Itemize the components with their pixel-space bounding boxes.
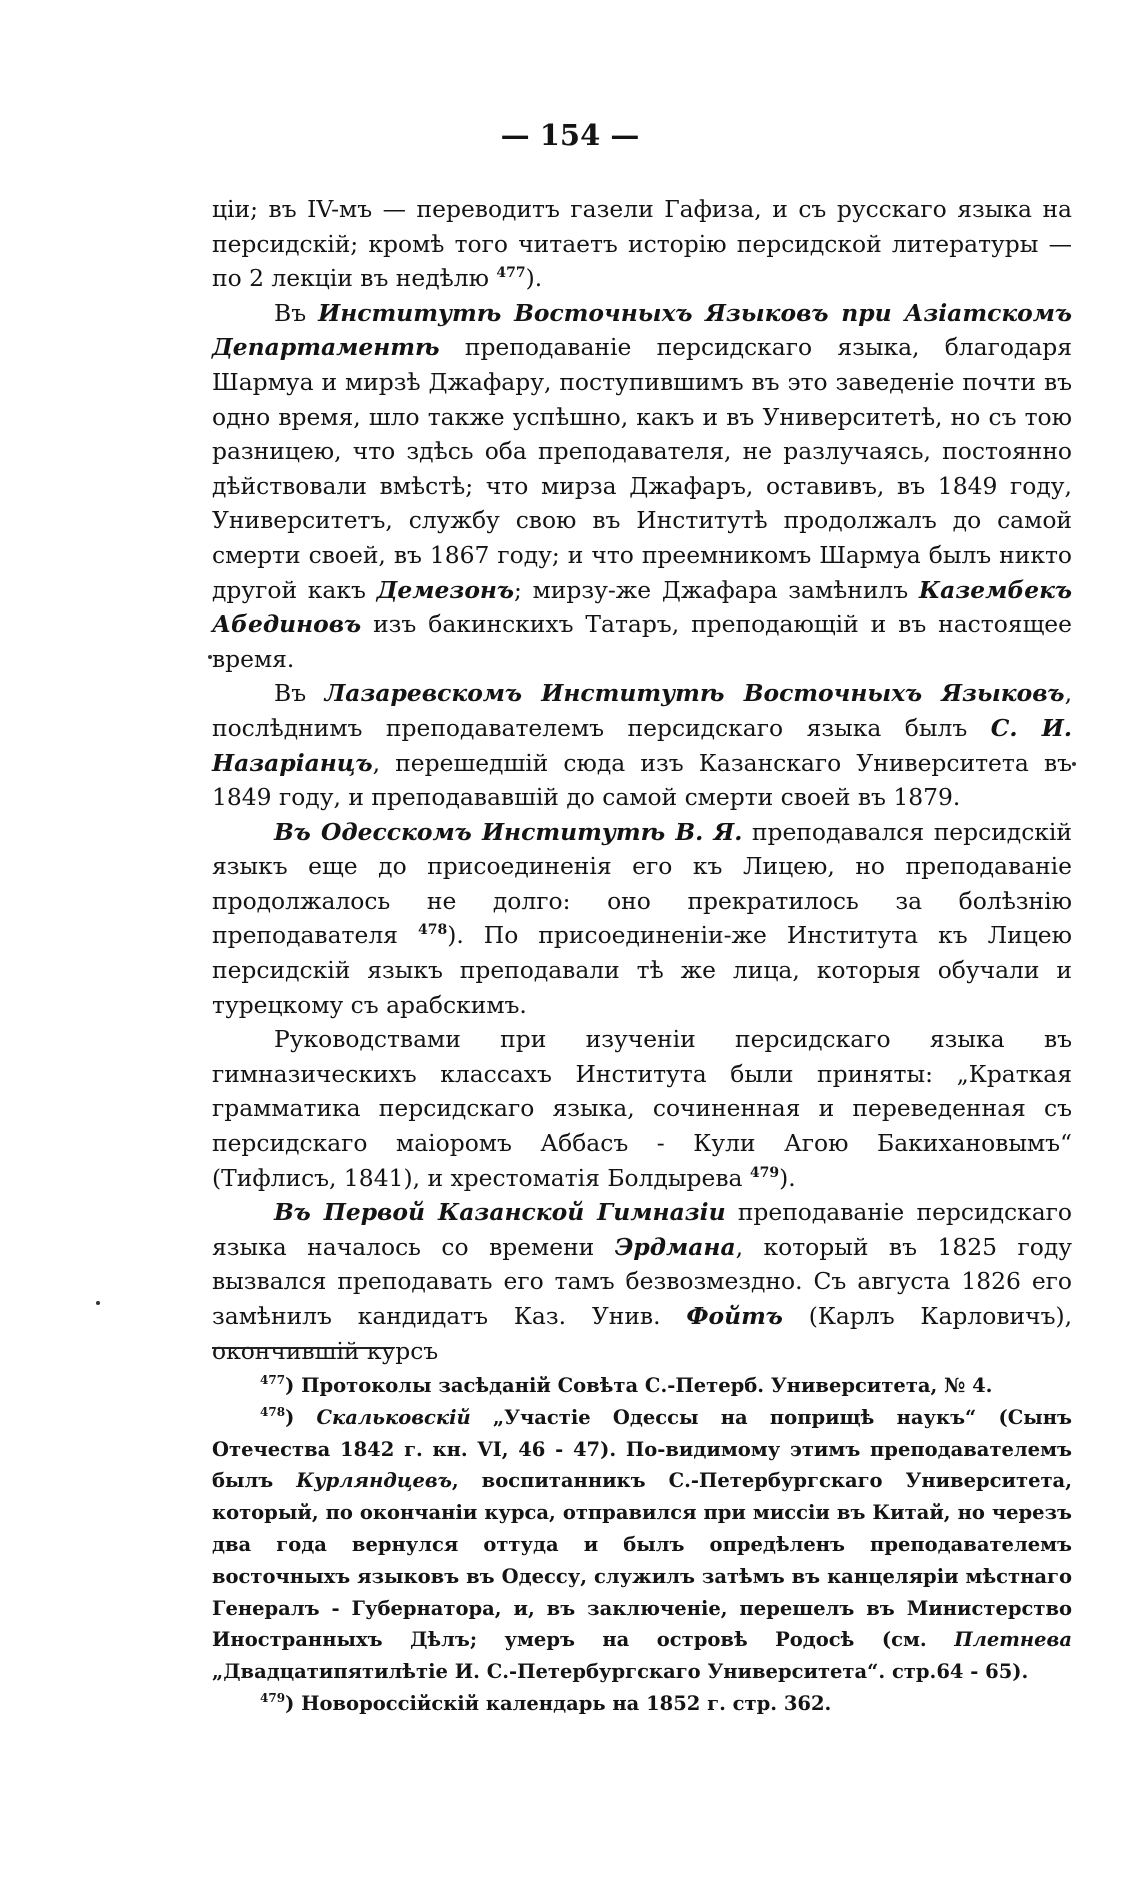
- footnote-divider: [212, 1347, 394, 1349]
- footnote-mark: 478: [260, 1404, 286, 1419]
- person-name: Фойтъ: [686, 1302, 783, 1330]
- footnote-478: [212, 1402, 1072, 1688]
- paragraph-text: (Карлъ Карловичъ), окончившій курсъ: [212, 1302, 1073, 1365]
- paragraph-4: [212, 815, 1072, 1023]
- footnotes: [212, 1370, 1072, 1720]
- paragraph-text: ).: [525, 264, 543, 293]
- person-name: Курляндцевъ: [296, 1469, 452, 1493]
- footnote-ref-479[interactable]: 479: [749, 1164, 780, 1181]
- paragraph-text: ; мирзу-же Джафара замѣнилъ: [513, 575, 909, 604]
- institution-name: Въ Первой Казанской Гимназіи: [274, 1198, 726, 1227]
- main-text: [212, 192, 1072, 1368]
- institution-name: Лазаревскомъ Институтѣ Восточныхъ Языковъ: [324, 679, 1065, 708]
- footnote-text: „Двадцатипятилѣтіе И. С.-Петербургскаго Университета“. стр.64 - 65).: [212, 1660, 1029, 1684]
- person-name: С. И. Назаріанцъ: [212, 713, 1073, 777]
- paragraph-text: , который въ 1825 году вызвался преподавать его тамъ безвозмездно. Съ августа 1826 его замѣнилъ кандидатъ Каз. Унив.: [212, 1232, 1072, 1330]
- author-name: Скальковскій: [316, 1405, 471, 1429]
- author-name: Плетнева: [954, 1628, 1072, 1652]
- paragraph-text: изъ бакинскихъ Татаръ, преподающій и въ настоящее время.: [212, 610, 1072, 673]
- institution-name: Въ Одесскомъ Институтѣ В. Я.: [274, 817, 743, 846]
- paragraph-5: [212, 1022, 1072, 1195]
- page-number: — 154 —: [500, 118, 640, 152]
- paragraph-text: ).: [779, 1163, 796, 1192]
- footnote-477: [212, 1370, 1072, 1402]
- scan-speck: [1072, 762, 1076, 766]
- paragraph-text: ). По присоединеніи-же Института къ Лицею персидскій языкъ преподавали тѣ же лица, которыя обучали и турецкому съ арабскимъ.: [212, 921, 1073, 1019]
- footnote-mark: 477: [260, 1373, 286, 1387]
- person-name: Казембекъ Абединовъ: [212, 575, 1072, 639]
- institution-name: Институтѣ Восточныхъ Языковъ при Азіатскомъ Департаментѣ: [212, 298, 1073, 362]
- footnote-ref-477[interactable]: 477: [496, 265, 526, 282]
- scan-speck: [96, 1301, 100, 1305]
- paragraph-1: [212, 192, 1072, 296]
- paragraph-text: Въ: [274, 679, 307, 708]
- paragraph-text: Въ: [274, 298, 307, 327]
- footnote-text: „Участіе Одессы на поприщѣ наукъ“ (Сынъ Отечества 1842 г. кн. VI, 46 - 47). По-видимому этимъ преподавателемъ былъ: [212, 1405, 1072, 1493]
- paragraph-6: [212, 1195, 1072, 1368]
- paragraph-text: , перешедшій сюда изъ Казанскаго Университета въ 1849 году, и преподававшій до самой смерти своей въ 1879.: [212, 748, 1072, 812]
- paragraph-text: , послѣднимъ преподавателемъ персидскаго языка былъ: [212, 679, 1073, 742]
- paragraph-text: ціи; въ IV-мъ — переводитъ газели Гафиза, и съ русскаго языка на персидскій; кромѣ того читаетъ исторію персидской литературы — по 2 лекціи въ недѣлю: [212, 195, 1072, 293]
- paragraph-text: Руководствами при изученіи персидскаго языка въ гимназическихъ классахъ Института были приняты: „Краткая грамматика персидскаго языка, сочиненная и переведенная съ персидскаго маіоромъ Аббасъ - Кули Агою Бакихановымъ“ (Тифлисъ, 1841), и хрестоматія Болдырева: [212, 1025, 1072, 1192]
- paragraph-text: преподавался персидскій языкъ еще до присоединенія его къ Лицею, но преподаваніе продолжалось не долго: оно прекратилось за болѣзнію преподавателя: [212, 817, 1072, 950]
- scan-speck: [208, 655, 212, 659]
- footnote-text: ) Новороссійскій календарь на 1852 г. стр. 362.: [285, 1691, 832, 1715]
- footnote-text: , воспитанникъ С.-Петербургскаго Университета, который, по окончаніи курса, отправился при миссіи въ Китай, но черезъ два года вернулся оттуда и былъ опредѣленъ преподавателемъ восточныхъ языковъ въ Одессу, служилъ затѣмъ въ канцеляріи мѣстнаго Генералъ - Губернатора, и, въ заключеніе, перешелъ въ Министерство Иностранныхъ Дѣлъ; умеръ на островѣ Родосѣ (см.: [212, 1469, 1072, 1652]
- paragraph-text: преподаваніе персидскаго языка началось со времени: [212, 1198, 1072, 1261]
- paragraph-text: преподаваніе персидскаго языка, благодаря Шармуа и мирзѣ Джафару, поступившимъ въ это заведеніе почти въ одно время, шло также успѣшно, какъ и въ Университетѣ, но съ тою разницею, что здѣсь оба преподавателя, не разлучаясь, постоянно дѣйствовали вмѣстѣ; что мирза Джафаръ, оставивъ, въ 1849 году, Университетъ, службу свою въ Институтѣ продолжалъ до самой смерти своей, въ 1867 году; и что преемникомъ Шармуа былъ никто другой какъ: [212, 333, 1072, 604]
- footnote-mark: 479: [260, 1690, 286, 1705]
- footnote-text: ): [285, 1405, 295, 1429]
- paragraph-2: [212, 296, 1072, 677]
- footnote-479: [212, 1688, 1072, 1720]
- footnote-text: ) Протоколы засѣданій Совѣта С.-Петерб. Университета, № 4.: [285, 1374, 993, 1397]
- paragraph-3: [212, 676, 1072, 814]
- person-name: Демезонъ: [376, 575, 514, 604]
- person-name: Эрдмана: [614, 1232, 736, 1261]
- footnote-ref-478[interactable]: 478: [417, 922, 448, 939]
